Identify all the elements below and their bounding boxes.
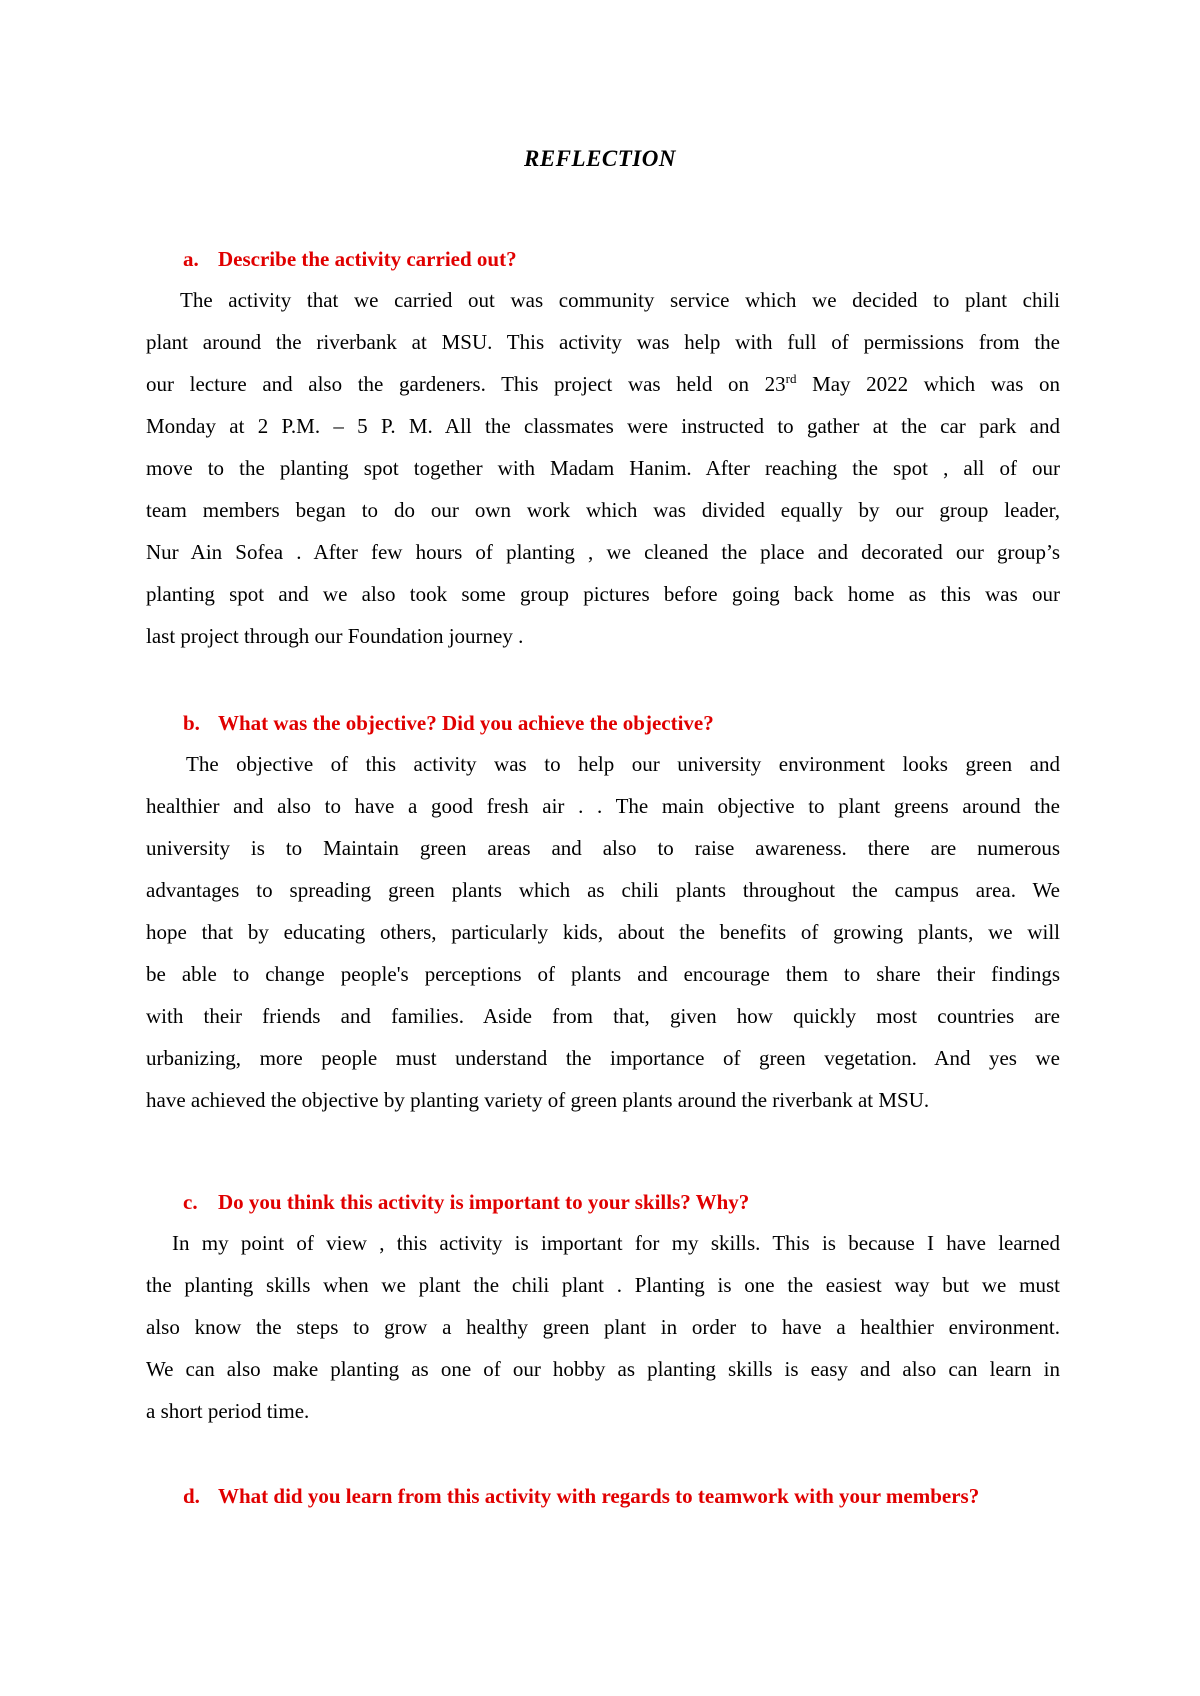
answer-line: the planting skills when we plant the chili plant . Planting is one the easiest way but we must (146, 1273, 1060, 1297)
answer-line: Monday at 2 P.M. – 5 P. M. All the classmates were instructed to gather at the car park and (146, 414, 1060, 438)
answer-line: planting spot and we also took some group pictures before going back home as this was our (146, 582, 1060, 606)
section-d-marker: d. (183, 1484, 200, 1508)
answer-line: The activity that we carried out was community service which we decided to plant chili (180, 288, 1060, 312)
answer-line: healthier and also to have a good fresh air . . The main objective to plant greens around the (146, 794, 1060, 818)
answer-line: advantages to spreading green plants which as chili plants throughout the campus area. We (146, 878, 1060, 902)
section-a-answer (146, 279, 1060, 657)
section-c-heading (183, 1181, 1058, 1223)
answer-line: urbanizing, more people must understand the importance of green vegetation. And yes we (146, 1046, 1060, 1070)
ordinal-suffix: rd (785, 371, 797, 386)
answer-line: a short period time. (146, 1399, 310, 1423)
document-title: REFLECTION (524, 146, 676, 171)
answer-line: have achieved the objective by planting variety of green plants around the riverbank at MSU. (146, 1088, 930, 1112)
section-d-question: What did you learn from this activity with regards to teamwork with your members? (218, 1484, 980, 1508)
section-b-question: What was the objective? Did you achieve the objective? (218, 711, 714, 735)
section-a-heading (183, 238, 1058, 280)
answer-line: move to the planting spot together with Madam Hanim. After reaching the spot , all of our (146, 456, 1060, 480)
section-a-question: Describe the activity carried out? (218, 247, 517, 271)
section-b-answer (146, 743, 1060, 1121)
answer-line: be able to change people's perceptions of plants and encourage them to share their findings (146, 962, 1060, 986)
answer-line: Nur Ain Sofea . After few hours of planting , we cleaned the place and decorated our group’s (146, 540, 1060, 564)
answer-line: last project through our Foundation journey . (146, 624, 524, 648)
answer-line: hope that by educating others, particularly kids, about the benefits of growing plants, we will (146, 920, 1060, 944)
answer-line: with their friends and families. Aside from that, given how quickly most countries are (146, 1004, 1060, 1028)
section-c-answer (146, 1222, 1060, 1432)
answer-line-text: our lecture and also the gardeners. This project was held on 23 (146, 372, 786, 396)
section-a-marker: a. (183, 247, 199, 271)
section-d-heading (183, 1475, 1058, 1517)
section-b-marker: b. (183, 711, 200, 735)
answer-line: We can also make planting as one of our hobby as planting skills is easy and also can learn in (146, 1357, 1060, 1381)
answer-line: plant around the riverbank at MSU. This activity was help with full of permissions from the (146, 330, 1060, 354)
answer-line: team members began to do our own work which was divided equally by our group leader, (146, 498, 1060, 522)
section-b-heading (183, 702, 1058, 744)
section-c-question: Do you think this activity is important to your skills? Why? (218, 1190, 750, 1214)
answer-line: In my point of view , this activity is important for my skills. This is because I have learned (172, 1231, 1060, 1255)
answer-line-tail: May 2022 which was on (796, 372, 1060, 396)
answer-line (146, 363, 1060, 405)
answer-line: university is to Maintain green areas and also to raise awareness. there are numerous (146, 836, 1060, 860)
answer-line: The objective of this activity was to help our university environment looks green and (186, 752, 1060, 776)
section-c-marker: c. (183, 1190, 198, 1214)
answer-line: also know the steps to grow a healthy green plant in order to have a healthier environment. (146, 1315, 1060, 1339)
